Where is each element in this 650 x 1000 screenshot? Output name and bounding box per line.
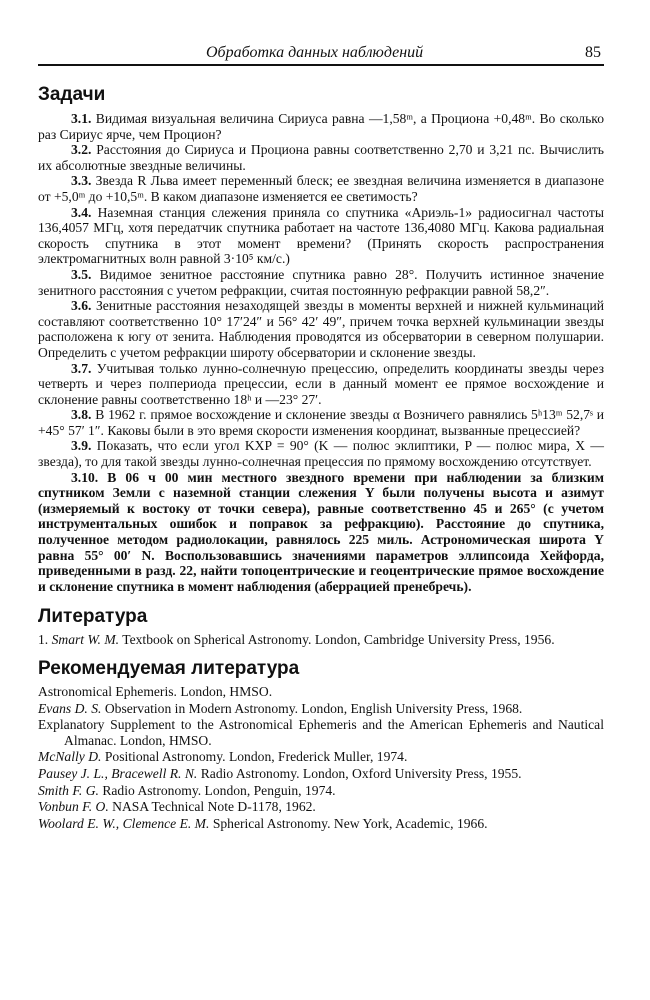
problem-text: В 06 ч 00 мин местного звездного времени при наблюдении за близким спутником Земли с наземной станции слежения Y были получены высота и азимут (измеряемый к востоку от точки севера), равные соответственно 45 и 265° (с учетом инструментальных ошибок и поправок за рефракцию). Расстояние до спутника, полученное методом радиолокации, равнялось 225 миль. Астрономическая широта Y равна 55° 00′ N. Воспользовавшись значениями параметров эллипсоида Хейфорда, приведенными в разд. 22, найти топоцентрические и геоцентрические прямое восхождение и склонение спутника в момент наблюдения (аберрацией пренебречь). <box>38 469 604 594</box>
problem-text: Учитывая только лунно-солнечную прецессию, определить координаты звезды через четверть и через полпериода прецессии, если в данный момент ее прямое восхождение и склонение равны соответственно 18ʰ и —23° 27′. <box>38 360 604 407</box>
problem-text: Наземная станция слежения приняла со спутника «Ариэль-1» радиосигнал частоты 136,4057 МГц, хотя передатчик спутника работает на частоте 136,4080 МГц. Какова радиальная скорость спутника в этот момент времени? (Принять скорость распространения электромагнитных волн равной 3·10⁵ км/с.) <box>38 204 604 267</box>
problem-item <box>38 298 604 360</box>
problem-number: 3.5. <box>71 266 100 282</box>
problem-text: Звезда R Льва имеет переменный блеск; ее звездная величина изменяется в диапазоне от +5,0ᵐ до +10,5ᵐ. В каком диапазоне изменяется ее светимость? <box>38 173 605 204</box>
page-number: 85 <box>585 44 601 61</box>
page <box>38 38 604 832</box>
problem-number: 3.1. <box>71 111 96 126</box>
problem-item <box>38 205 604 267</box>
problem-item <box>38 470 604 595</box>
reference-number: 1. <box>38 632 52 648</box>
problem-item <box>38 267 604 298</box>
reference-text: Explanatory Supplement to the Astronomical Ephemeris and the American Ephemeris and Nautical Almanac. London, HMSO. <box>38 717 604 748</box>
problem-number: 3.7. <box>71 360 97 376</box>
running-header <box>38 38 604 66</box>
problem-number: 3.3. <box>71 173 96 189</box>
reference-text: Positional Astronomy. London, Frederick Muller, 1974. <box>101 749 408 765</box>
reference-item <box>38 816 604 832</box>
problem-number: 3.9. <box>71 438 97 454</box>
problem-item <box>38 111 604 142</box>
problem-number: 3.2. <box>71 142 97 158</box>
reference-item <box>38 701 604 717</box>
problem-item <box>38 407 604 438</box>
problem-number: 3.8. <box>71 407 96 423</box>
problem-text: Зенитные расстояния незаходящей звезды в моменты верхней и нижней кульминаций составляют соответственно 10° 17′24″ и 56° 42′ 49″, причем точка верхней кульминации звезды расположена к югу от зенита. Наблюдения проводятся из обсерватории в северном полушарии. Определить с учетом рефракции широту обсерватории и склонение звезды. <box>38 298 605 360</box>
reference-item <box>38 632 604 648</box>
problem-text: Расстояния до Сириуса и Проциона равны соответственно 2,70 и 3,21 пс. Вычислить их абсолютные звездные величины. <box>38 142 605 173</box>
literature-list <box>38 632 604 648</box>
reference-text: Textbook on Spherical Astronomy. London, Cambridge University Press, 1956. <box>119 632 555 648</box>
problem-number: 3.10. <box>71 469 108 485</box>
reference-text: NASA Technical Note D-1178, 1962. <box>108 799 316 815</box>
reference-item <box>38 684 604 700</box>
problem-item <box>38 142 604 173</box>
reference-author: Vonbun F. O. <box>38 799 109 815</box>
recommended-heading: Рекомендуемая литература <box>38 658 300 679</box>
problems-list <box>38 111 604 594</box>
reference-item <box>38 766 604 782</box>
reference-item <box>38 717 604 748</box>
reference-author: Woolard E. W., Clemence E. M. <box>38 815 210 831</box>
reference-text: Spherical Astronomy. New York, Academic, 1966. <box>209 815 488 831</box>
problem-text: В 1962 г. прямое восхождение и склонение звезды α Возничего равнялись 5ʰ13ᵐ 52,7ˢ и +45° 57′ 1″. Каковы были в это время скорости изменения координат, вызванные прецессией? <box>38 407 604 438</box>
problem-item <box>38 173 604 204</box>
reference-author: Evans D. S. <box>38 700 102 716</box>
problem-text: Показать, что если угол KXP = 90° (K — полюс эклиптики, P — полюс мира, X — звезда), то для такой звезды лунно-солнечная прецессия по прямому восхождению отсутствует. <box>38 438 604 470</box>
literature-heading: Литература <box>38 606 148 628</box>
reference-author: McNally D. <box>38 749 102 765</box>
problem-item <box>38 361 604 408</box>
reference-text: Astronomical Ephemeris. London, HMSO. <box>38 684 273 699</box>
reference-item <box>38 749 604 765</box>
problems-heading: Задачи <box>38 84 106 105</box>
problem-number: 3.4. <box>71 204 98 220</box>
recommended-list <box>38 684 604 831</box>
reference-author: Pausey J. L., Bracewell R. N. <box>38 765 198 781</box>
reference-item <box>38 799 604 815</box>
reference-item <box>38 783 604 799</box>
problem-text: Видимое зенитное расстояние спутника равно 28°. Получить истинное значение зенитного расстояния с учетом рефракции, считая постоянную рефракции равной 58,2″. <box>38 266 605 298</box>
problem-item <box>38 438 604 469</box>
running-title: Обработка данных наблюдений <box>206 44 424 61</box>
problem-text: Видимая визуальная величина Сириуса равна —1,58ᵐ, а Проциона +0,48ᵐ. Во сколько раз Сириус ярче, чем Процион? <box>38 111 604 142</box>
reference-text: Observation in Modern Astronomy. London, English University Press, 1968. <box>101 700 523 716</box>
reference-author: Smart W. M. <box>51 632 120 648</box>
reference-text: Radio Astronomy. London, Penguin, 1974. <box>98 782 336 798</box>
problem-number: 3.6. <box>71 298 96 314</box>
reference-author: Smith F. G. <box>38 782 99 798</box>
reference-text: Radio Astronomy. London, Oxford University Press, 1955. <box>197 765 522 781</box>
